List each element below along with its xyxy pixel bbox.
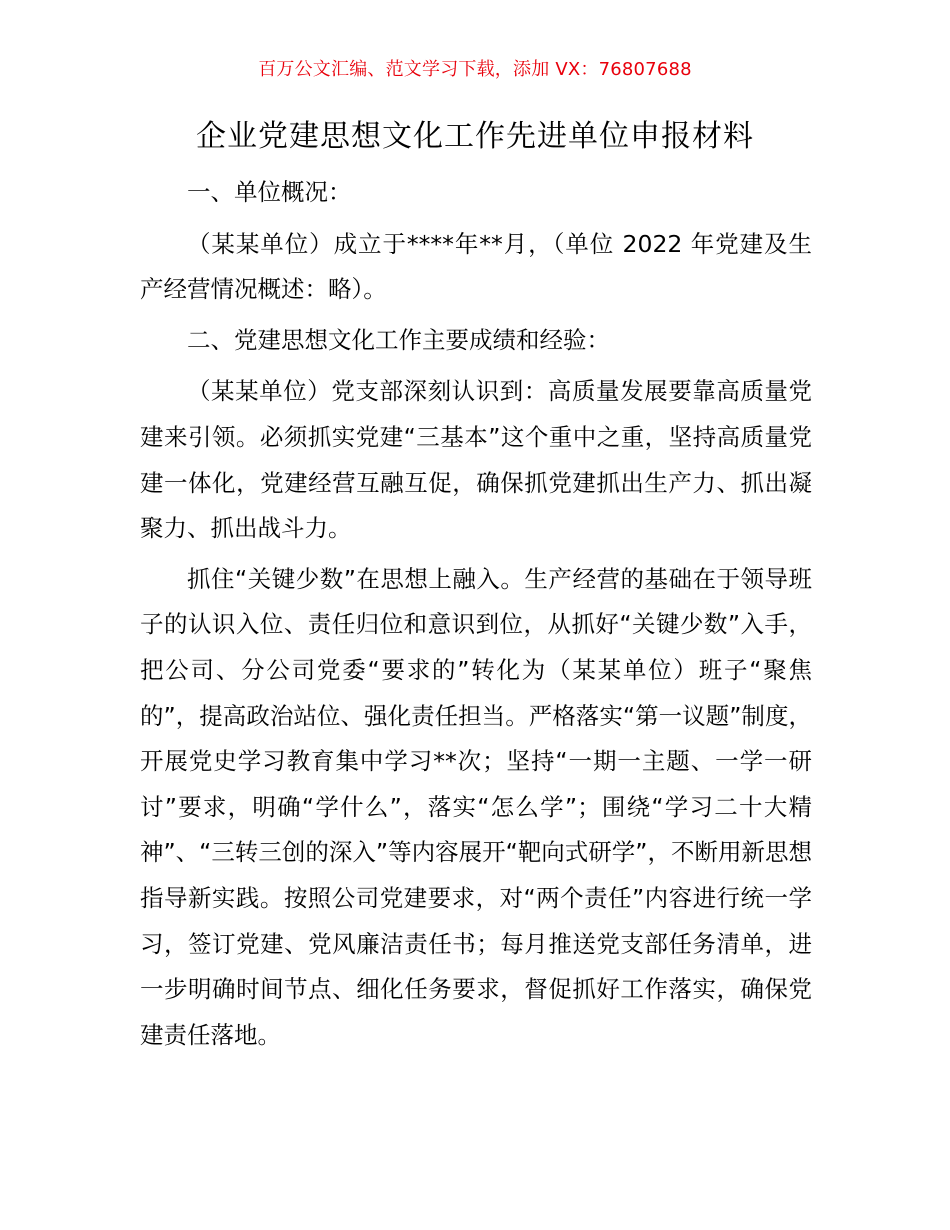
- watermark-banner: 百万公文汇编、范文学习下载，添加 VX：76807688: [258, 59, 692, 80]
- section-1-paragraph: （某某单位）成立于****年**月，（单位 2022 年党建及生产经营情况概述：略）。: [140, 229, 812, 304]
- document-body: [140, 170, 812, 1063]
- section-1-heading: 一、单位概况：: [187, 178, 352, 206]
- section-2-heading: 二、党建思想文化工作主要成绩和经验：: [187, 325, 610, 354]
- section-2-paragraph-2: 抓住“关键少数”在思想上融入。生产经营的基础在于领导班子的认识入位、责任归位和意识到位，从抓好“关键少数”入手，把公司、分公司党委“要求的”转化为（某某单位）班子“聚焦的”，提高政治站位、强化责任担当。严格落实“第一议题”制度，开展党史学习教育集中学习**次；坚持“一期一主题、一学一研讨”要求，明确“学什么”，落实“怎么学”；围绕“学习二十大精神”、“三转三创的深入”等内容展开“靶向式研学”，不断用新思想指导新实践。按照公司党建要求，对“两个责任”内容进行统一学习，签订党建、党风廉洁责任书；每月推送党支部任务清单，进一步明确时间节点、细化任务要求，督促抓好工作落实，确保党建责任落地。: [140, 564, 812, 1049]
- document-title: 企业党建思想文化工作先进单位申报材料: [196, 119, 754, 154]
- section-2-paragraph-1: （某某单位）党支部深刻认识到：高质量发展要靠高质量党建来引领。必须抓实党建“三基本”这个重中之重，坚持高质量党建一体化，党建经营互融互促，确保抓党建抓出生产力、抓出凝聚力、抓出战斗力。: [140, 377, 812, 543]
